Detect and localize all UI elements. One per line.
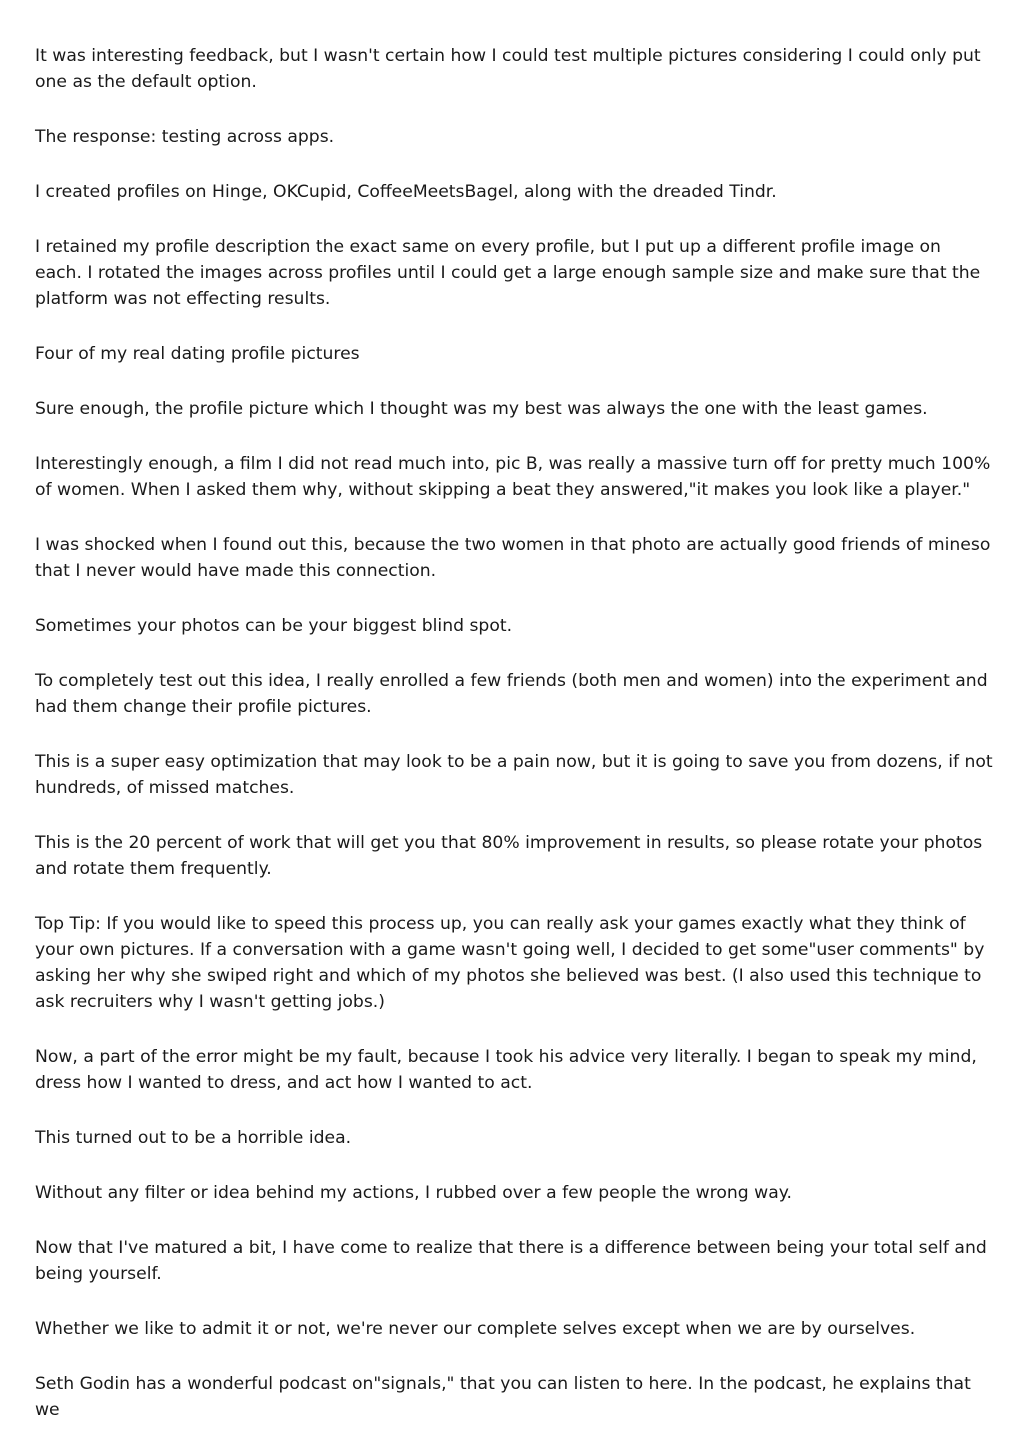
paragraph-shocked: I was shocked when I found out this, because the two women in that photo are actually good friends of mineso that I never would have made this connection. [35,535,991,581]
paragraph-retained-description: I retained my profile description the exact same on every profile, but I put up a different profile image on each. I rotated the images across profiles until I could get a large enough sample size and make sure that the platform was not effecting results. [35,237,981,309]
paragraph-matured: Now that I've matured a bit, I have come to realize that there is a difference between being your total self and being yourself. [35,1238,987,1284]
paragraph-horrible-idea: This turned out to be a horrible idea. [35,1128,352,1148]
paragraph-my-fault: Now, a part of the error might be my fault, because I took his advice very literally. I began to speak my mind, dress how I wanted to dress, and act how I wanted to act. [35,1047,977,1093]
paragraph-feedback: It was interesting feedback, but I wasn't certain how I could test multiple pictures considering I could only put one as the default option. [35,46,981,92]
paragraph-complete-selves: Whether we like to admit it or not, we're never our complete selves except when we are by ourselves. [35,1319,916,1339]
paragraph-twenty-percent: This is the 20 percent of work that will get you that 80% improvement in results, so please rotate your photos and rotate them frequently. [35,833,983,879]
paragraph-easy-optimization: This is a super easy optimization that may look to be a pain now, but it is going to save you from dozens, if not hundreds, of missed matches. [35,752,993,798]
paragraph-response: The response: testing across apps. [35,127,335,147]
paragraph-top-tip: Top Tip: If you would like to speed this process up, you can really ask your games exactly what they think of your own pictures. If a conversation with a game wasn't going well, I decided to get some"user comments" by asking her why she swiped right and which of my photos she believed was best. (I also used this technique to ask recruiters why I wasn't getting jobs.) [35,914,985,1012]
paragraph-sure-enough: Sure enough, the profile picture which I thought was my best was always the one with the least games. [35,399,928,419]
document-body [35,43,993,1452]
paragraph-four-pictures: Four of my real dating profile pictures [35,344,360,364]
paragraph-test-idea: To completely test out this idea, I really enrolled a few friends (both men and women) into the experiment and had them change their profile pictures. [35,671,988,717]
paragraph-without-filter: Without any filter or idea behind my actions, I rubbed over a few people the wrong way. [35,1183,792,1203]
paragraph-blind-spot: Sometimes your photos can be your biggest blind spot. [35,616,513,636]
paragraph-pic-b: Interestingly enough, a film I did not read much into, pic B, was really a massive turn off for pretty much 100% of women. When I asked them why, without skipping a beat they answered,"it makes you look like a player." [35,454,991,500]
paragraph-created-profiles: I created profiles on Hinge, OKCupid, CoffeeMeetsBagel, along with the dreaded Tindr. [35,182,777,202]
paragraph-seth-godin: Seth Godin has a wonderful podcast on"signals," that you can listen to here. In the podcast, he explains that we [35,1374,971,1420]
